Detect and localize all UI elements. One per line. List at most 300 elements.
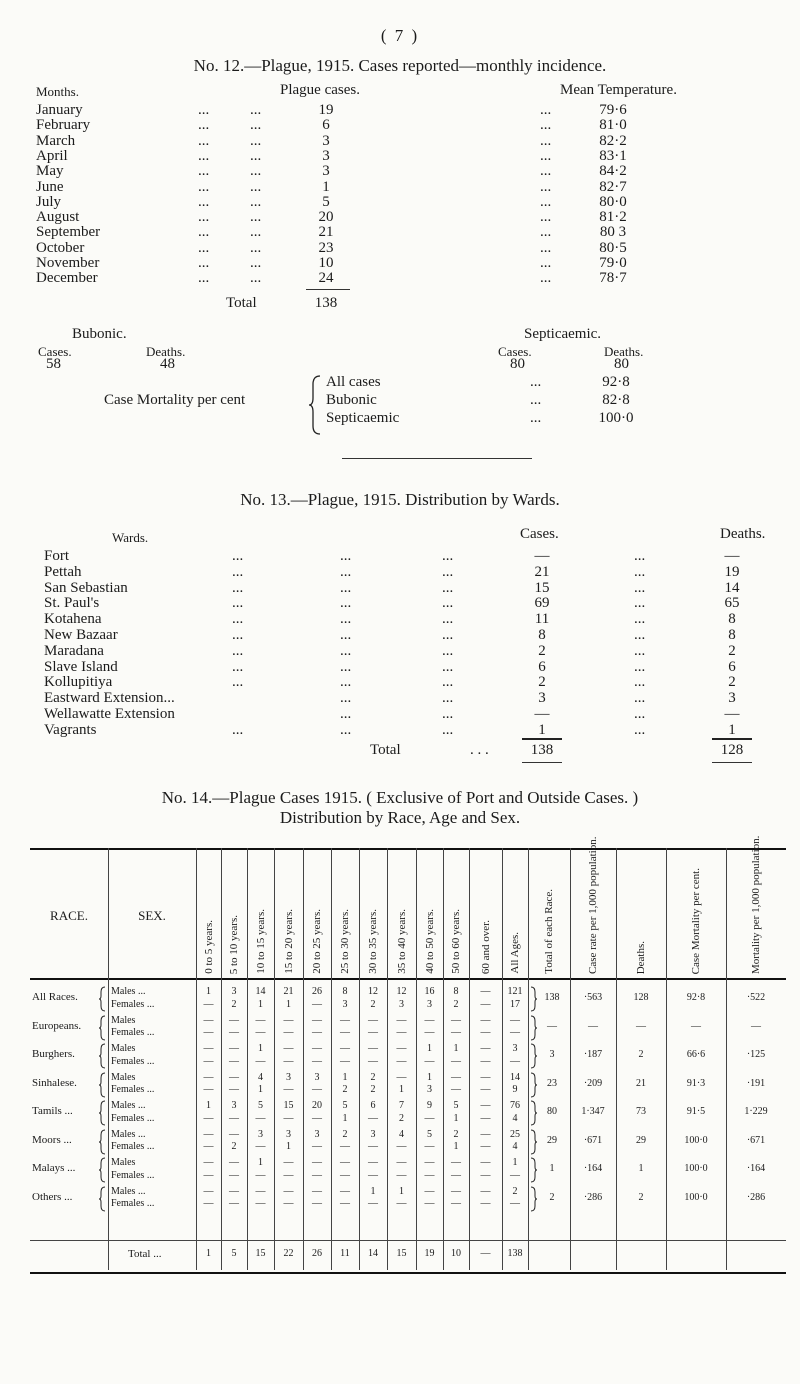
table12-month: June xyxy=(36,178,64,195)
race-rate: — xyxy=(588,1020,598,1032)
table12-temp: 80·0 xyxy=(599,193,627,210)
cell-value: 8 xyxy=(342,986,348,997)
race-deaths: 1 xyxy=(638,1163,644,1174)
cell-value: — xyxy=(424,1185,435,1197)
ward-cases: — xyxy=(534,548,550,564)
table14-col-header xyxy=(528,852,570,974)
table12-dots: ... xyxy=(198,132,210,149)
cmr-dots: ... xyxy=(530,392,542,408)
cell-value: — xyxy=(480,1100,491,1111)
table14-col-header xyxy=(387,852,416,974)
bubonic-label: Bubonic. xyxy=(72,326,127,342)
cell-value: — xyxy=(480,1084,491,1095)
ward-dots: ... xyxy=(340,706,352,722)
ward-dots: ... xyxy=(634,548,646,564)
race-brace xyxy=(98,1015,106,1041)
cell-value: — xyxy=(283,1157,294,1168)
table14-col-header-text: Case rate per 1,000 population. xyxy=(587,836,599,974)
ward-dots: ... xyxy=(634,611,646,628)
ward-dots: ... xyxy=(340,690,352,707)
cell-value: 4 xyxy=(258,1071,263,1083)
table12-dots: ... xyxy=(540,224,552,241)
cmr-value: 100·0 xyxy=(598,410,634,426)
cell-value: 3 xyxy=(258,1128,263,1140)
cell-value: 3 xyxy=(370,1128,376,1140)
septicaemic-label: Septicaemic. xyxy=(524,326,602,342)
cell-value: — xyxy=(396,1014,407,1026)
ward-cases: 2 xyxy=(538,674,546,691)
cell-value: — xyxy=(451,1198,461,1209)
race-brace xyxy=(98,1157,106,1183)
ward-dots: ... xyxy=(442,721,454,738)
table12-dots: ... xyxy=(198,224,210,241)
table12-dots: ... xyxy=(250,102,262,118)
cell-value: — xyxy=(283,1112,294,1124)
table12-dots: ... xyxy=(540,102,552,118)
ward-deaths: 14 xyxy=(724,579,740,596)
cell-value: 2 xyxy=(453,1128,459,1140)
cell-value: — xyxy=(451,1185,461,1197)
race-brace xyxy=(98,1129,106,1155)
cell-value: 1 xyxy=(427,1043,432,1054)
cell-value: 7 xyxy=(399,1100,404,1111)
table13-total-label: Total xyxy=(370,742,401,758)
table12-dots: ... xyxy=(198,102,210,118)
cell-value: — xyxy=(480,1128,491,1140)
ward-name: New Bazaar xyxy=(44,627,118,643)
ward-dots: ... xyxy=(442,642,454,659)
table12-title: No. 12.—Plague, 1915. Cases reported—monthly incidence. xyxy=(193,56,607,75)
ward-dots: ... xyxy=(634,563,646,580)
cell-value: — xyxy=(229,1014,239,1026)
cell-value: — xyxy=(368,1141,378,1152)
race-name: Moors ... xyxy=(32,1133,72,1146)
ward-deaths: 19 xyxy=(724,563,740,580)
divider xyxy=(342,458,532,459)
cell-value: — xyxy=(229,1043,239,1054)
cell-value: — xyxy=(203,1198,214,1209)
cell-value: — xyxy=(396,1071,407,1083)
cell-value: 25 xyxy=(510,1128,520,1140)
table12-cases: 3 xyxy=(322,132,330,149)
ward-cases: 8 xyxy=(538,627,546,643)
ward-deaths: 1 xyxy=(728,721,736,738)
ward-dots: ... xyxy=(634,674,646,691)
sex-label: Males ... xyxy=(111,1185,146,1197)
septicaemic-cases-label: Cases. xyxy=(498,344,532,359)
ward-dots: ... xyxy=(442,627,454,643)
cell-value: 1 xyxy=(258,1043,263,1054)
sex-label: Males ... xyxy=(111,986,146,997)
race-deaths: 2 xyxy=(638,1191,644,1203)
cell-value: — xyxy=(480,1169,491,1181)
table14-col-header-text: Mortality per 1,000 population. xyxy=(750,835,762,974)
cell-value: — xyxy=(283,1198,294,1209)
race-rate: ·286 xyxy=(583,1191,603,1203)
cell-value: — xyxy=(203,1027,214,1038)
cell-value: 2 xyxy=(453,998,459,1010)
cell-value: — xyxy=(203,1014,214,1026)
cell-value: — xyxy=(255,1185,266,1197)
cell-value: — xyxy=(340,1055,350,1067)
cell-value: — xyxy=(340,1141,350,1152)
cell-value: — xyxy=(451,1027,461,1038)
septicaemic-cases: 80 xyxy=(510,356,525,372)
table14-col-header xyxy=(502,852,528,974)
ward-dots: ... xyxy=(232,642,244,659)
cell-value: 5 xyxy=(258,1100,263,1111)
race-deaths: — xyxy=(636,1020,646,1032)
ward-cases: 6 xyxy=(538,658,546,675)
cell-value: — xyxy=(424,1055,435,1067)
race-total: 29 xyxy=(547,1134,557,1146)
cell-value: 1 xyxy=(206,1100,211,1111)
cmr-dots: ... xyxy=(530,410,542,426)
cell-value: — xyxy=(312,1141,322,1152)
cell-value: — xyxy=(203,1157,214,1168)
cell-value: 1 xyxy=(286,1141,291,1152)
cmr-label: Bubonic xyxy=(326,392,377,408)
cmr-label: Septicaemic xyxy=(326,410,400,426)
ward-dots: ... xyxy=(442,706,454,722)
cell-value: 1 xyxy=(258,1084,263,1095)
cell-value: — xyxy=(451,1084,461,1095)
cell-value: 1 xyxy=(399,1185,404,1197)
ward-dots: ... xyxy=(340,548,352,564)
race-cm: 91·5 xyxy=(686,1106,706,1117)
table13-cases-header: Cases. xyxy=(520,526,559,542)
table14-col-header xyxy=(274,852,303,974)
cell-value: — xyxy=(283,1027,294,1038)
total-value: 5 xyxy=(231,1248,237,1259)
cell-value: 1 xyxy=(453,1112,459,1124)
table14-col-header-text: Total of each Race. xyxy=(543,889,555,974)
race-brace xyxy=(98,986,106,1012)
cell-value: — xyxy=(340,1043,350,1054)
cell-value: — xyxy=(424,1198,435,1209)
race-total: 3 xyxy=(549,1049,555,1060)
race-brace xyxy=(98,1072,106,1098)
ward-dots: ... xyxy=(232,721,244,738)
cell-value: — xyxy=(480,986,491,997)
table14-col-header xyxy=(666,852,726,974)
table14-col-header-text: 40 to 50 years. xyxy=(423,909,436,974)
cell-value: 2 xyxy=(370,998,376,1010)
cell-value: 5 xyxy=(427,1128,432,1140)
table12-dots: ... xyxy=(540,255,552,271)
cell-value: — xyxy=(368,1027,378,1038)
sex-label: Males xyxy=(111,1043,136,1054)
cell-value: — xyxy=(480,1198,491,1209)
cell-value: 76 xyxy=(510,1100,520,1111)
race-rate: ·671 xyxy=(583,1134,603,1146)
ward-name: Wellawatte Extension xyxy=(44,706,175,722)
table14-col-header-text: 5 to 10 years. xyxy=(228,914,240,974)
cell-value: 3 xyxy=(231,986,237,997)
cell-value: — xyxy=(480,1014,491,1026)
race-cm: 66·6 xyxy=(686,1049,706,1060)
table12-dots: ... xyxy=(540,163,552,180)
cell-value: 1 xyxy=(427,1071,432,1083)
ward-dots: ... xyxy=(634,642,646,659)
sex-label: Females ... xyxy=(111,1112,155,1124)
ward-name: Slave Island xyxy=(44,658,118,675)
table14-col-header-text: All Ages. xyxy=(509,932,521,974)
ward-cases: 21 xyxy=(534,563,550,580)
race-mort: 1·229 xyxy=(744,1106,768,1117)
page-number: ( 7 ) xyxy=(380,26,420,45)
ward-cases: 15 xyxy=(534,579,550,596)
race-total: 138 xyxy=(544,992,560,1003)
table14-col-header-text: 60 and over. xyxy=(479,919,492,974)
ward-deaths: 65 xyxy=(724,595,740,612)
ward-dots: ... xyxy=(232,548,244,564)
table12-cases: 23 xyxy=(318,239,334,256)
total-value: 22 xyxy=(283,1248,294,1259)
table12-dots: ... xyxy=(250,193,262,210)
ward-dots: ... xyxy=(634,579,646,596)
ward-dots: ... xyxy=(442,611,454,628)
cell-value: 2 xyxy=(370,1071,376,1083)
cell-value: — xyxy=(396,1043,407,1054)
cell-value: — xyxy=(396,1157,407,1168)
race-brace xyxy=(98,1100,106,1126)
cell-value: 1 xyxy=(399,1084,404,1095)
table14-col-header xyxy=(570,836,616,974)
cell-value: 2 xyxy=(399,1112,404,1124)
race-total: — xyxy=(547,1020,557,1032)
sex-label: Females ... xyxy=(111,998,155,1010)
table12-month: February xyxy=(36,117,91,134)
ward-name: Fort xyxy=(44,548,70,564)
table12-temp: 84·2 xyxy=(599,163,627,180)
cmr-dots: ... xyxy=(530,374,542,390)
cell-value: — xyxy=(229,1084,239,1095)
ward-dots: ... xyxy=(232,674,244,691)
cell-value: 3 xyxy=(314,1128,320,1140)
cell-value: — xyxy=(368,1043,378,1054)
cell-value: — xyxy=(203,1141,214,1152)
table14-col-header-text: 50 to 60 years. xyxy=(450,909,462,974)
race-mort: ·286 xyxy=(746,1191,766,1203)
ward-dots: ... xyxy=(634,721,646,738)
table13-wards-header: Wards. xyxy=(112,530,149,545)
cell-value: 12 xyxy=(396,986,407,997)
cell-value: — xyxy=(368,1169,378,1181)
table12-dots: ... xyxy=(250,117,262,134)
cell-value: — xyxy=(229,1112,239,1124)
cell-value: — xyxy=(480,1141,491,1152)
cell-value: — xyxy=(283,1014,294,1026)
ward-dots: ... xyxy=(634,706,646,722)
ward-deaths: 2 xyxy=(728,674,736,691)
bubonic-deaths-label: Deaths. xyxy=(146,344,186,359)
ward-name: Kollupitiya xyxy=(44,674,113,691)
table12-dots: ... xyxy=(250,209,262,226)
cell-value: — xyxy=(480,1185,491,1197)
table12-dots: ... xyxy=(198,270,210,287)
ward-name: Vagrants xyxy=(44,721,97,738)
table12-dots: ... xyxy=(198,178,210,195)
cell-value: — xyxy=(312,1198,322,1209)
ward-dots: ... xyxy=(442,658,454,675)
race-rate: ·209 xyxy=(583,1077,603,1089)
table14-col-header xyxy=(416,852,443,974)
cell-value: — xyxy=(312,1043,322,1054)
table12-total-label: Total xyxy=(226,295,257,311)
cell-value: 26 xyxy=(312,986,322,997)
table14-col-header-text: 15 to 20 years. xyxy=(282,909,295,974)
table14-col-header xyxy=(616,852,666,974)
table12-dots: ... xyxy=(198,117,210,134)
cell-value: 2 xyxy=(342,1084,348,1095)
cell-value: — xyxy=(312,1185,322,1197)
cell-value: 14 xyxy=(255,986,266,997)
table12-cases: 3 xyxy=(322,163,330,180)
cmr-value: 82·8 xyxy=(602,392,630,408)
table12-month: April xyxy=(36,147,68,164)
cell-value: 17 xyxy=(510,998,520,1010)
cell-value: 2 xyxy=(231,1141,237,1152)
cell-value: 3 xyxy=(286,1128,291,1140)
ward-deaths: 6 xyxy=(728,658,736,675)
race-name: Sinhalese. xyxy=(32,1076,77,1089)
cell-value: — xyxy=(283,1185,294,1197)
cell-value: — xyxy=(451,1071,461,1083)
table12-month: August xyxy=(36,209,80,226)
race-name: All Races. xyxy=(32,991,78,1003)
ward-name: Kotahena xyxy=(44,611,102,628)
cell-value: — xyxy=(340,1027,350,1038)
table14-race-header: RACE. xyxy=(50,908,88,923)
cell-value: — xyxy=(255,1014,266,1026)
total-value: 10 xyxy=(451,1248,461,1259)
table12-cases-header: Plague cases. xyxy=(280,82,360,98)
cell-value: — xyxy=(480,998,491,1010)
cell-value: — xyxy=(340,1185,350,1197)
cell-value: — xyxy=(203,1043,214,1054)
race-total: 80 xyxy=(547,1106,557,1117)
cell-value: 3 xyxy=(427,998,432,1010)
ward-dots: ... xyxy=(634,595,646,612)
cell-value: — xyxy=(396,1141,407,1152)
race-name: Burghers. xyxy=(32,1048,75,1060)
total-value: 138 xyxy=(507,1248,523,1259)
cell-value: — xyxy=(203,1112,214,1124)
table12-cases: 6 xyxy=(322,117,330,134)
ward-cases: 1 xyxy=(538,721,546,738)
ward-cases: 11 xyxy=(534,611,550,628)
race-mort: — xyxy=(751,1020,761,1032)
race-rate: ·563 xyxy=(583,992,603,1003)
race-rate: ·187 xyxy=(583,1049,603,1060)
table12-dots: ... xyxy=(198,193,210,210)
cell-value: — xyxy=(480,1157,491,1168)
race-name: Others ... xyxy=(32,1190,73,1203)
table12-dots: ... xyxy=(540,209,552,226)
race-total: 2 xyxy=(549,1191,555,1203)
table12-dots: ... xyxy=(540,178,552,195)
cell-value: 16 xyxy=(424,986,435,997)
cell-value: — xyxy=(510,1014,520,1026)
table14-top-rule xyxy=(30,848,786,850)
ward-cases: 2 xyxy=(538,642,546,659)
table14-total-rule xyxy=(30,1240,786,1241)
table12-total-cases: 138 xyxy=(314,295,338,311)
cell-value: — xyxy=(480,1071,491,1083)
cell-value: — xyxy=(368,1055,378,1067)
sex-label: Females ... xyxy=(111,1198,155,1209)
table14-sex-header: SEX. xyxy=(138,908,166,923)
ward-name: St. Paul's xyxy=(44,595,100,612)
ward-dots: ... xyxy=(442,579,454,596)
sex-label: Females ... xyxy=(111,1141,155,1152)
table14-col-header-text: 20 to 25 years. xyxy=(311,909,323,974)
cell-value: — xyxy=(480,1055,491,1067)
cell-value: 1 xyxy=(370,1185,376,1197)
cell-value: 1 xyxy=(453,1043,459,1054)
cell-value: 3 xyxy=(399,998,404,1010)
table14-col-header xyxy=(359,852,387,974)
race-brace xyxy=(98,1186,106,1212)
table14-col-header xyxy=(469,852,502,974)
table12-dots: ... xyxy=(250,163,262,180)
table12-dots: ... xyxy=(540,132,552,149)
ward-name: Pettah xyxy=(44,563,82,580)
table12-cases: 24 xyxy=(318,270,334,287)
cell-value: 1 xyxy=(512,1157,518,1168)
table12-month: March xyxy=(36,132,76,149)
cell-value: — xyxy=(283,1084,294,1095)
ward-dots: ... xyxy=(442,548,454,564)
table12-cases: 21 xyxy=(318,224,334,241)
cell-value: 9 xyxy=(512,1084,518,1095)
bubonic-deaths: 48 xyxy=(160,356,175,372)
table12-temp: 83·1 xyxy=(599,147,627,164)
ward-dots: ... xyxy=(232,579,244,596)
sex-label: Females ... xyxy=(111,1169,155,1181)
ward-dots: ... xyxy=(340,642,352,659)
ward-deaths: 8 xyxy=(728,611,736,628)
ward-dots: ... xyxy=(442,674,454,691)
table12-cases: 19 xyxy=(318,102,334,118)
cell-value: — xyxy=(340,1014,350,1026)
cell-value: 3 xyxy=(231,1100,237,1111)
ward-dots: ... xyxy=(232,595,244,612)
sex-label: Males xyxy=(111,1014,136,1026)
cell-value: — xyxy=(396,1027,407,1038)
race-name: Tamils ... xyxy=(32,1105,73,1117)
ward-dots: ... xyxy=(442,690,454,707)
cell-value: 4 xyxy=(512,1141,518,1152)
cell-value: — xyxy=(368,1014,378,1026)
race-mort: ·191 xyxy=(746,1077,766,1089)
cell-value: — xyxy=(229,1071,239,1083)
cmr-label: All cases xyxy=(326,374,381,390)
cell-value: — xyxy=(312,1084,322,1095)
cell-value: — xyxy=(312,1112,322,1124)
race-name: Europeans. xyxy=(32,1019,82,1032)
table12-cases: 1 xyxy=(322,178,330,195)
table14-col-header-text: 30 to 35 years. xyxy=(367,909,379,974)
table12-dots: ... xyxy=(198,239,210,256)
cell-value: 1 xyxy=(286,998,291,1010)
cell-value: — xyxy=(424,1141,435,1152)
table12-temp: 82·7 xyxy=(599,178,627,195)
table12-dots: ... xyxy=(540,117,552,134)
race-mort: ·671 xyxy=(746,1134,766,1146)
cell-value: — xyxy=(396,1169,407,1181)
